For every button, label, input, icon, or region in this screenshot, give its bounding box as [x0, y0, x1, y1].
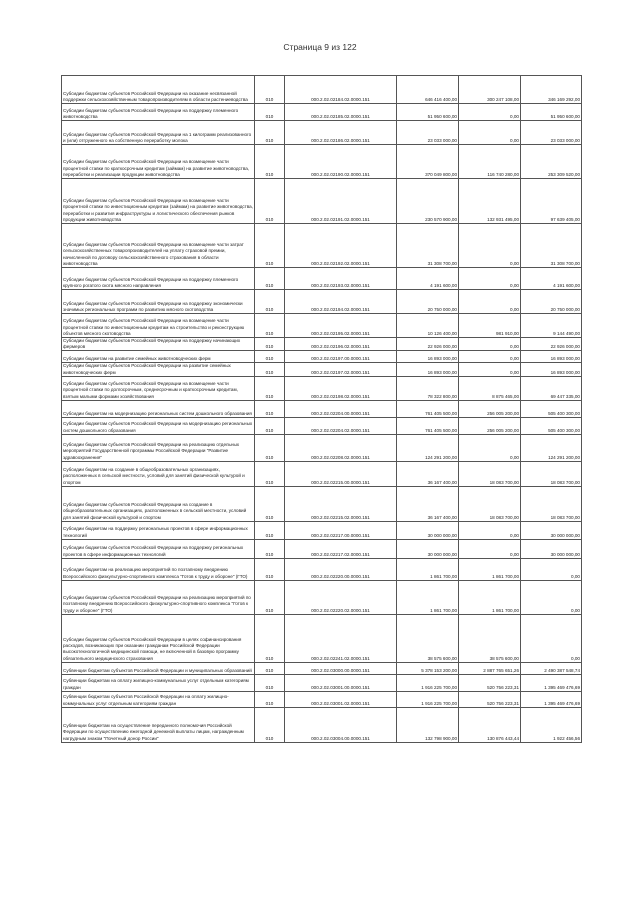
- row-kbk-cell: 000.2.02.02194.02.0000.151: [285, 290, 397, 314]
- row-done-cell: 0,00: [459, 224, 521, 268]
- table-row: [62, 662, 582, 674]
- row-plan-cell: 1 916 225 700,00: [397, 674, 459, 691]
- row-rest-cell: 69 447 335,00: [521, 376, 582, 400]
- row-done-cell: 130 876 443,44: [459, 707, 521, 742]
- row-kbk-cell: 000.2.02.02195.02.0000.151: [285, 314, 397, 338]
- table-row: [62, 580, 582, 614]
- table-row: [62, 434, 582, 461]
- row-plan-cell: 78 322 800,00: [397, 376, 459, 400]
- row-done-cell: 132 931 495,00: [459, 179, 521, 224]
- row-done-cell: 0,00: [459, 434, 521, 461]
- row-name-cell: Субсидии бюджетам субъектов Российской Федерации на поддержку начинающих фермеров: [62, 338, 255, 351]
- row-done-cell: 0,00: [459, 351, 521, 363]
- row-name-cell: Субсидии бюджетам субъектов Российской Федерации на реализацию отдельных мероприятий Государственной программы Российской Федерации "Развитие здравоохранения": [62, 434, 255, 461]
- row-plan-cell: 20 750 000,00: [397, 290, 459, 314]
- row-name-cell: Субсидии бюджетам субъектов Российской Федерации на возмещение части затрат сельскохозяйственных товаропроизводителей на уплату страховой премии, начисленной по договору сельскохозяйственного страхования в области животноводства: [62, 224, 255, 268]
- row-done-cell: 18 083 700,00: [459, 461, 521, 486]
- row-name-cell: Субсидии бюджетам субъектов Российской Федерации на поддержку племенного животноводства: [62, 104, 255, 121]
- row-kbk-cell: 000.2.02.02196.02.0000.151: [285, 338, 397, 351]
- row-code-cell: 010: [255, 691, 285, 707]
- row-rest-cell: 31 308 700,00: [521, 224, 582, 268]
- row-name-cell: Субсидии бюджетам субъектов Российской Федерации на оказание несвязанной поддержки сельскохозяйственным товаропроизводителям в области растениеводства: [62, 76, 255, 104]
- row-kbk-cell: 000.2.02.02193.02.0000.151: [285, 268, 397, 290]
- row-name-cell: Субсидии бюджетам субъектов Российской Федерации на модернизацию региональных систем дошкольного образования: [62, 417, 255, 434]
- table-row: [62, 486, 582, 521]
- row-rest-cell: 22 926 000,00: [521, 338, 582, 351]
- row-rest-cell: 0,00: [521, 580, 582, 614]
- row-name-cell: Субсидии бюджетам субъектов Российской Федерации на 1 килограмм реализованного и (или) отгруженного на собственную переработку молока: [62, 121, 255, 145]
- row-rest-cell: 1 395 469 476,69: [521, 691, 582, 707]
- row-code-cell: 010: [255, 417, 285, 434]
- row-code-cell: 010: [255, 314, 285, 338]
- row-kbk-cell: 000.2.02.03004.00.0000.151: [285, 707, 397, 742]
- row-rest-cell: 124 291 200,00: [521, 434, 582, 461]
- budget-table: [61, 75, 582, 743]
- row-plan-cell: 31 308 700,00: [397, 224, 459, 268]
- row-code-cell: 010: [255, 268, 285, 290]
- row-done-cell: 300 247 108,00: [459, 76, 521, 104]
- page-header: Страница 9 из 122: [283, 42, 357, 52]
- row-rest-cell: 30 000 000,00: [521, 539, 582, 558]
- row-plan-cell: 4 191 600,00: [397, 268, 459, 290]
- row-name-cell: Субсидии бюджетам субъектов Российской Федерации на развитие семейных животноводческих ферм: [62, 363, 255, 376]
- table-row: [62, 521, 582, 539]
- row-done-cell: 0,00: [459, 290, 521, 314]
- row-rest-cell: 4 191 600,00: [521, 268, 582, 290]
- table-row: [62, 268, 582, 290]
- row-done-cell: 38 575 600,00: [459, 614, 521, 662]
- row-plan-cell: 36 167 400,00: [397, 486, 459, 521]
- row-kbk-cell: 000.2.02.02186.02.0000.151: [285, 121, 397, 145]
- row-plan-cell: 1 916 225 700,00: [397, 691, 459, 707]
- table-row: [62, 224, 582, 268]
- row-plan-cell: 38 575 600,00: [397, 614, 459, 662]
- row-done-cell: 520 756 223,31: [459, 674, 521, 691]
- row-done-cell: 0,00: [459, 268, 521, 290]
- row-done-cell: 0,00: [459, 338, 521, 351]
- row-name-cell: Субвенции бюджетам субъектов Российской Федерации на оплату жилищно-коммунальных услуг отдельным категориям граждан: [62, 691, 255, 707]
- table-row: [62, 558, 582, 580]
- row-code-cell: 010: [255, 400, 285, 417]
- row-rest-cell: 0,00: [521, 558, 582, 580]
- row-rest-cell: 51 950 600,00: [521, 104, 582, 121]
- row-rest-cell: 9 144 490,00: [521, 314, 582, 338]
- row-done-cell: 520 756 223,31: [459, 691, 521, 707]
- row-rest-cell: 16 893 000,00: [521, 351, 582, 363]
- row-code-cell: 010: [255, 104, 285, 121]
- row-plan-cell: 23 033 000,00: [397, 121, 459, 145]
- row-rest-cell: 505 400 300,00: [521, 417, 582, 434]
- row-kbk-cell: 000.2.02.02220.02.0000.151: [285, 580, 397, 614]
- table-row: [62, 104, 582, 121]
- row-kbk-cell: 000.2.02.02217.00.0000.151: [285, 521, 397, 539]
- row-kbk-cell: 000.2.02.02191.02.0000.151: [285, 179, 397, 224]
- row-done-cell: 18 083 700,00: [459, 486, 521, 521]
- row-kbk-cell: 000.2.02.02198.02.0000.151: [285, 376, 397, 400]
- row-code-cell: 010: [255, 558, 285, 580]
- row-name-cell: Субсидии бюджетам субъектов Российской Федерации на возмещение части процентной ставки по инвестиционным кредитам на строительство и реконструкцию объектов мясного скотоводства: [62, 314, 255, 338]
- table-row: [62, 76, 582, 104]
- table-row: [62, 376, 582, 400]
- row-done-cell: 1 861 700,00: [459, 580, 521, 614]
- row-kbk-cell: 000.2.02.02215.02.0000.151: [285, 486, 397, 521]
- row-code-cell: 010: [255, 179, 285, 224]
- row-kbk-cell: 000.2.02.02217.02.0000.151: [285, 539, 397, 558]
- row-name-cell: Субсидии бюджетам субъектов Российской Федерации в целях софинансирования расходов, возникающих при оказании гражданам Российской Федерации высокотехнологичной медицинской помощи, не включенной в базовую программу обязательного медицинского страхования: [62, 614, 255, 662]
- row-plan-cell: 230 570 900,00: [397, 179, 459, 224]
- table-row: [62, 674, 582, 691]
- row-plan-cell: 30 000 000,00: [397, 521, 459, 539]
- row-code-cell: 010: [255, 674, 285, 691]
- table-row: [62, 461, 582, 486]
- row-done-cell: 1 861 700,00: [459, 558, 521, 580]
- row-code-cell: 010: [255, 539, 285, 558]
- row-plan-cell: 761 405 500,00: [397, 400, 459, 417]
- row-code-cell: 010: [255, 376, 285, 400]
- row-kbk-cell: 000.2.02.02215.00.0000.151: [285, 461, 397, 486]
- row-plan-cell: 1 861 700,00: [397, 558, 459, 580]
- row-plan-cell: 370 049 800,00: [397, 145, 459, 179]
- row-kbk-cell: 000.2.02.02241.02.0000.151: [285, 614, 397, 662]
- table-row: [62, 417, 582, 434]
- row-kbk-cell: 000.2.02.03000.00.0000.151: [285, 662, 397, 674]
- row-kbk-cell: 000.2.02.02197.00.0000.151: [285, 351, 397, 363]
- row-rest-cell: 97 639 405,00: [521, 179, 582, 224]
- row-name-cell: Субсидии бюджетам субъектов Российской Федерации на возмещение части процентной ставки по долгосрочным, среднесрочным и краткосрочным кредитам, взятым малыми формами хозяйствования: [62, 376, 255, 400]
- row-name-cell: Субсидии бюджетам субъектов Российской Федерации на поддержку племенного крупного рогатого скота мясного направления: [62, 268, 255, 290]
- row-kbk-cell: 000.2.02.02185.02.0000.151: [285, 104, 397, 121]
- row-rest-cell: 18 083 700,00: [521, 461, 582, 486]
- row-code-cell: 010: [255, 521, 285, 539]
- row-code-cell: 010: [255, 614, 285, 662]
- table-row: [62, 400, 582, 417]
- row-rest-cell: 346 169 292,00: [521, 76, 582, 104]
- table-row: [62, 351, 582, 363]
- row-kbk-cell: 000.2.02.02220.00.0000.151: [285, 558, 397, 580]
- row-code-cell: 010: [255, 145, 285, 179]
- table-row: [62, 539, 582, 558]
- row-code-cell: 010: [255, 707, 285, 742]
- row-plan-cell: 22 926 000,00: [397, 338, 459, 351]
- row-done-cell: 981 910,00: [459, 314, 521, 338]
- row-done-cell: 2 887 765 651,26: [459, 662, 521, 674]
- row-kbk-cell: 000.2.02.02204.00.0000.151: [285, 400, 397, 417]
- table-row: [62, 290, 582, 314]
- row-done-cell: 0,00: [459, 363, 521, 376]
- row-plan-cell: 36 167 400,00: [397, 461, 459, 486]
- row-kbk-cell: 000.2.02.02208.02.0000.151: [285, 434, 397, 461]
- row-code-cell: 010: [255, 662, 285, 674]
- row-name-cell: Субсидии бюджетам на реализацию мероприятий по поэтапному внедрению Всероссийского физкультурно-спортивного комплекса "Готов к труду и обороне" (ГТО): [62, 558, 255, 580]
- row-name-cell: Субсидии бюджетам субъектов Российской Федерации на поддержку региональных проектов в сфере информационных технологий: [62, 539, 255, 558]
- table-row: [62, 707, 582, 742]
- row-name-cell: Субвенции бюджетам на осуществление переданного полномочия Российской Федерации по осуществлению ежегодной денежной выплаты лицам, награжденным нагрудным знаком "Почетный донор России": [62, 707, 255, 742]
- row-done-cell: 256 005 200,00: [459, 417, 521, 434]
- row-kbk-cell: 000.2.02.03001.00.0000.151: [285, 674, 397, 691]
- table-row: [62, 145, 582, 179]
- row-plan-cell: 16 893 000,00: [397, 351, 459, 363]
- row-done-cell: 0,00: [459, 121, 521, 145]
- table-row: [62, 121, 582, 145]
- row-rest-cell: 23 033 000,00: [521, 121, 582, 145]
- row-rest-cell: 20 750 000,00: [521, 290, 582, 314]
- row-name-cell: Субсидии бюджетам субъектов Российской Федерации на поддержку экономически значимых региональных программ по развитию мясного скотоводства: [62, 290, 255, 314]
- row-plan-cell: 132 798 900,00: [397, 707, 459, 742]
- row-kbk-cell: 000.2.02.02190.02.0000.151: [285, 145, 397, 179]
- row-kbk-cell: 000.2.02.02197.02.0000.151: [285, 363, 397, 376]
- row-code-cell: 010: [255, 580, 285, 614]
- row-plan-cell: 51 950 600,00: [397, 104, 459, 121]
- row-name-cell: Субвенции бюджетам субъектов Российской Федерации и муниципальных образований: [62, 662, 255, 674]
- row-kbk-cell: 000.2.02.02192.02.0000.151: [285, 224, 397, 268]
- row-done-cell: 116 740 280,00: [459, 145, 521, 179]
- row-done-cell: 0,00: [459, 521, 521, 539]
- row-plan-cell: 124 291 200,00: [397, 434, 459, 461]
- table-row: [62, 691, 582, 707]
- row-done-cell: 0,00: [459, 104, 521, 121]
- row-code-cell: 010: [255, 351, 285, 363]
- row-rest-cell: 16 893 000,00: [521, 363, 582, 376]
- row-name-cell: Субсидии бюджетам субъектов Российской Федерации на создание в общеобразовательных организациях, расположенных в сельской местности, условий для занятий физической культурой и спортом: [62, 486, 255, 521]
- table-row: [62, 338, 582, 351]
- row-code-cell: 010: [255, 338, 285, 351]
- row-rest-cell: 505 400 300,00: [521, 400, 582, 417]
- row-name-cell: Субсидии бюджетам субъектов Российской Федерации на реализацию мероприятий по поэтапному внедрению Всероссийского физкультурно-спортивного комплекса "Готов к труду и обороне" (ГТО): [62, 580, 255, 614]
- row-rest-cell: 2 490 387 548,74: [521, 662, 582, 674]
- row-plan-cell: 761 405 500,00: [397, 417, 459, 434]
- row-name-cell: Субсидии бюджетам на поддержку региональных проектов в сфере информационных технологий: [62, 521, 255, 539]
- row-name-cell: Субсидии бюджетам на развитие семейных животноводческих ферм: [62, 351, 255, 363]
- row-done-cell: 256 005 200,00: [459, 400, 521, 417]
- row-done-cell: 8 875 465,00: [459, 376, 521, 400]
- row-name-cell: Субвенции бюджетам на оплату жилищно-коммунальных услуг отдельным категориям граждан: [62, 674, 255, 691]
- row-rest-cell: 30 000 000,00: [521, 521, 582, 539]
- row-code-cell: 010: [255, 434, 285, 461]
- table-row: [62, 314, 582, 338]
- table-row: [62, 614, 582, 662]
- row-kbk-cell: 000.2.02.03001.02.0000.151: [285, 691, 397, 707]
- row-code-cell: 010: [255, 461, 285, 486]
- row-code-cell: 010: [255, 121, 285, 145]
- row-rest-cell: 0,00: [521, 614, 582, 662]
- table-body: [62, 76, 582, 743]
- row-code-cell: 010: [255, 76, 285, 104]
- row-code-cell: 010: [255, 363, 285, 376]
- row-code-cell: 010: [255, 290, 285, 314]
- row-rest-cell: 18 083 700,00: [521, 486, 582, 521]
- row-plan-cell: 10 126 400,00: [397, 314, 459, 338]
- row-done-cell: 0,00: [459, 539, 521, 558]
- row-name-cell: Субсидии бюджетам субъектов Российской Федерации на возмещение части процентной ставки по краткосрочным кредитам (займам) на развитие животноводства, переработки и реализации продукции животноводства: [62, 145, 255, 179]
- table-row: [62, 363, 582, 376]
- row-name-cell: Субсидии бюджетам на модернизацию региональных систем дошкольного образования: [62, 400, 255, 417]
- row-kbk-cell: 000.2.02.02204.02.0000.151: [285, 417, 397, 434]
- row-kbk-cell: 000.2.02.02184.02.0000.151: [285, 76, 397, 104]
- row-plan-cell: 1 861 700,00: [397, 580, 459, 614]
- row-rest-cell: 253 309 520,00: [521, 145, 582, 179]
- row-code-cell: 010: [255, 486, 285, 521]
- row-rest-cell: 1 922 456,56: [521, 707, 582, 742]
- row-plan-cell: 5 378 153 200,00: [397, 662, 459, 674]
- table-row: [62, 179, 582, 224]
- row-rest-cell: 1 395 469 476,69: [521, 674, 582, 691]
- row-plan-cell: 16 893 000,00: [397, 363, 459, 376]
- row-name-cell: Субсидии бюджетам на создание в общеобразовательных организациях, расположенных в сельской местности, условий для занятий физической культурой и спортом: [62, 461, 255, 486]
- row-name-cell: Субсидии бюджетам субъектов Российской Федерации на возмещение части процентной ставки по инвестиционным кредитам (займам) на развитие животноводства, переработки и развития инфраструктуры и логистического обеспечения рынков продукции животноводства: [62, 179, 255, 224]
- row-code-cell: 010: [255, 224, 285, 268]
- row-plan-cell: 646 416 400,00: [397, 76, 459, 104]
- row-plan-cell: 30 000 000,00: [397, 539, 459, 558]
